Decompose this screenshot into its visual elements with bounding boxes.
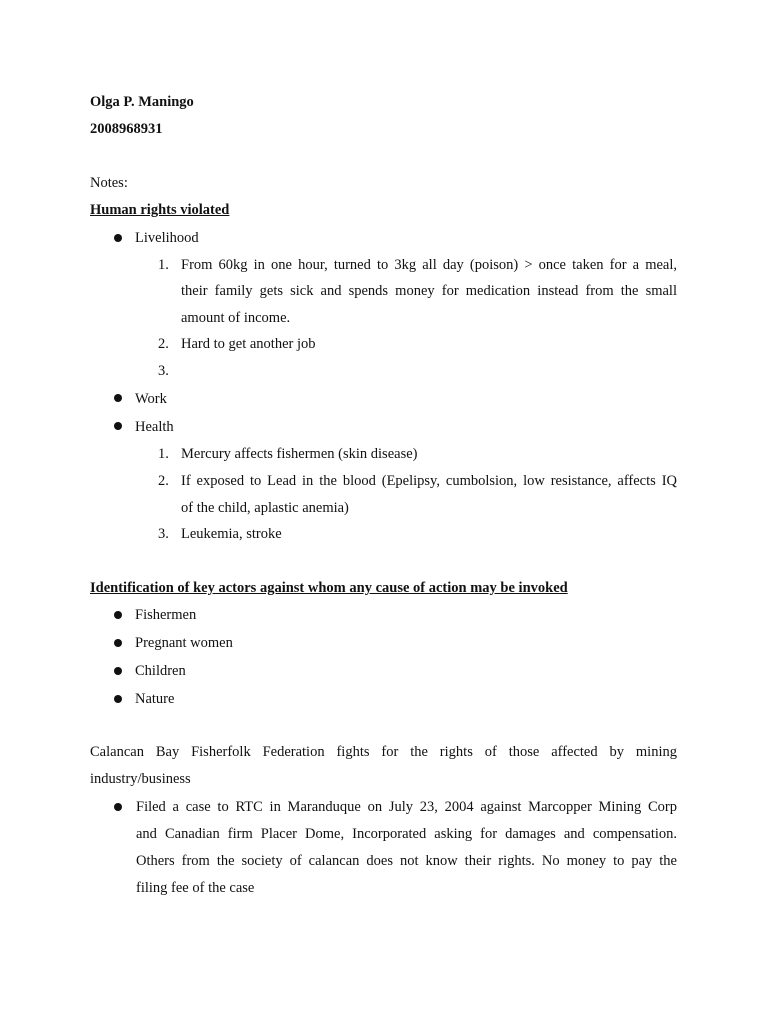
bullet-health: Health xyxy=(135,419,174,435)
bullet-icon xyxy=(114,667,122,675)
notes-label: Notes: xyxy=(90,175,128,191)
paragraph-line: Calancan Bay Fisherfolk Federation fights for the rights of those affected by mining xyxy=(90,744,677,760)
bullet-line: and Canadian firm Placer Dome, Incorporated asking for damages and compensation. xyxy=(136,826,677,842)
bullet-line: filing fee of the case xyxy=(136,880,255,896)
list-item-line: From 60kg in one hour, turned to 3kg all day (poison) > once taken for a meal, xyxy=(181,257,677,273)
list-item-line: of the child, aplastic anemia) xyxy=(181,500,349,516)
bullet-pregnant-women: Pregnant women xyxy=(135,635,233,651)
list-number: 1. xyxy=(158,446,169,462)
list-item-line: Hard to get another job xyxy=(181,336,316,352)
bullet-icon xyxy=(114,695,122,703)
bullet-livelihood: Livelihood xyxy=(135,230,199,246)
list-item-line: Leukemia, stroke xyxy=(181,526,282,542)
section-heading-key-actors: Identification of key actors against whom any cause of action may be invoked xyxy=(90,580,568,596)
bullet-icon xyxy=(114,422,122,430)
bullet-children: Children xyxy=(135,663,186,679)
bullet-work: Work xyxy=(135,391,167,407)
bullet-icon xyxy=(114,234,122,242)
bullet-nature: Nature xyxy=(135,691,175,707)
student-id: 2008968931 xyxy=(90,121,163,137)
list-item-line: Mercury affects fishermen (skin disease) xyxy=(181,446,418,462)
author-name: Olga P. Maningo xyxy=(90,94,194,110)
list-item-line: their family gets sick and spends money for medication instead from the small xyxy=(181,283,677,299)
list-number: 2. xyxy=(158,473,169,489)
bullet-icon xyxy=(114,611,122,619)
list-number: 2. xyxy=(158,336,169,352)
bullet-icon xyxy=(114,639,122,647)
paragraph-line: industry/business xyxy=(90,771,191,787)
bullet-line: Filed a case to RTC in Maranduque on July 23, 2004 against Marcopper Mining Corp xyxy=(136,799,677,815)
list-item-line: If exposed to Lead in the blood (Epelipsy, cumbolsion, low resistance, affects IQ xyxy=(181,473,677,489)
section-heading-human-rights: Human rights violated xyxy=(90,202,230,218)
bullet-icon xyxy=(114,394,122,402)
bullet-fishermen: Fishermen xyxy=(135,607,197,623)
bullet-line: Others from the society of calancan does not know their rights. No money to pay the xyxy=(136,853,677,869)
list-number: 3. xyxy=(158,363,169,379)
list-number: 1. xyxy=(158,257,169,273)
bullet-icon xyxy=(114,803,122,811)
list-item-line: amount of income. xyxy=(181,310,291,326)
list-number: 3. xyxy=(158,526,169,542)
